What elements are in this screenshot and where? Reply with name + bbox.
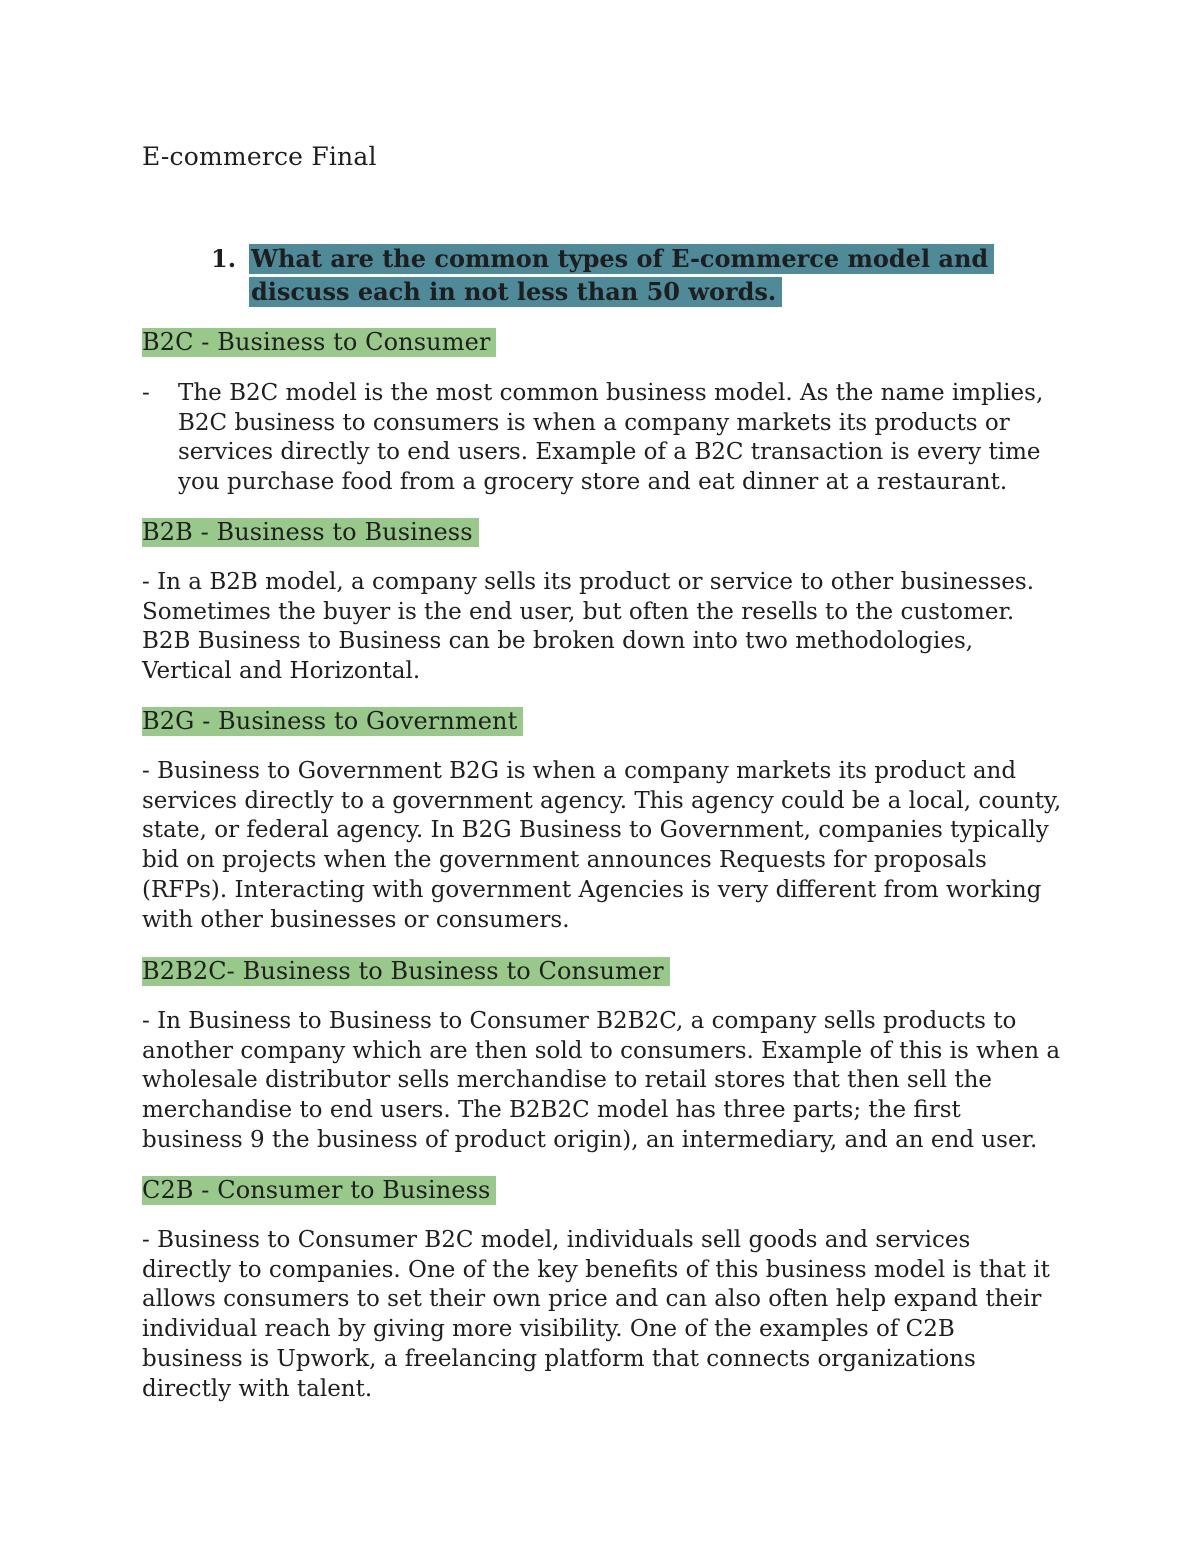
section-heading-b2b2c [142,955,670,988]
document-title: E-commerce Final [142,142,377,171]
bullet-dash: - [142,380,150,406]
section-heading-c2b [142,1174,496,1207]
section-heading-b2g [142,705,523,738]
section-heading-text: B2B2C- Business to Business to Consumer [142,957,670,986]
section-heading-text: B2G - Business to Government [142,707,523,736]
question-text: What are the common types of E-commerce model and discuss each in not less than 50 words. [249,244,994,307]
section-body-text: The B2C model is the most common business model. As the name implies, B2C business to consumers is when a company markets its products or services directly to end users. Example of a B2C transaction is every time you purchase food from a grocery store and eat dinner at a restaurant. [178,380,1044,496]
section-heading-b2c [142,326,496,359]
question-number: 1. [211,244,237,273]
section-body-b2b: - In a B2B model, a company sells its product or service to other businesses. Sometimes the buyer is the end user, but often the resells to the customer. B2B Business to Business can be broken down into two methodologies, Vertical and Horizontal. [142,569,1035,685]
section-heading-text: B2B - Business to Business [142,518,479,547]
question-text-block [249,242,1069,308]
section-body-b2g: - Business to Government B2G is when a company markets its product and services directly to a government agency. This agency could be a local, county, state, or federal agency. In B2G Business to Government, companies typically bid on projects when the government announces Requests for proposals (RFPs). Interacting with government Agencies is very different from working with other businesses or consumers. [142,758,1062,933]
section-heading-text: C2B - Consumer to Business [142,1176,496,1205]
section-body-b2b2c: - In Business to Business to Consumer B2B2C, a company sells products to another company which are then sold to consumers. Example of this is when a wholesale distributor sells merchandise to retail stores that then sell the merchandise to end users. The B2B2C model has three parts; the first business 9 the business of product origin), an intermediary, and an end user. [142,1008,1061,1153]
section-heading-text: B2C - Business to Consumer [142,328,496,357]
section-heading-b2b [142,516,479,549]
section-body-c2b: - Business to Consumer B2C model, individuals sell goods and services directly to companies. One of the key benefits of this business model is that it allows consumers to set their own price and can also often help expand their individual reach by giving more visibility. One of the examples of C2B business is Upwork, a freelancing platform that connects organizations directly with talent. [142,1227,1050,1402]
